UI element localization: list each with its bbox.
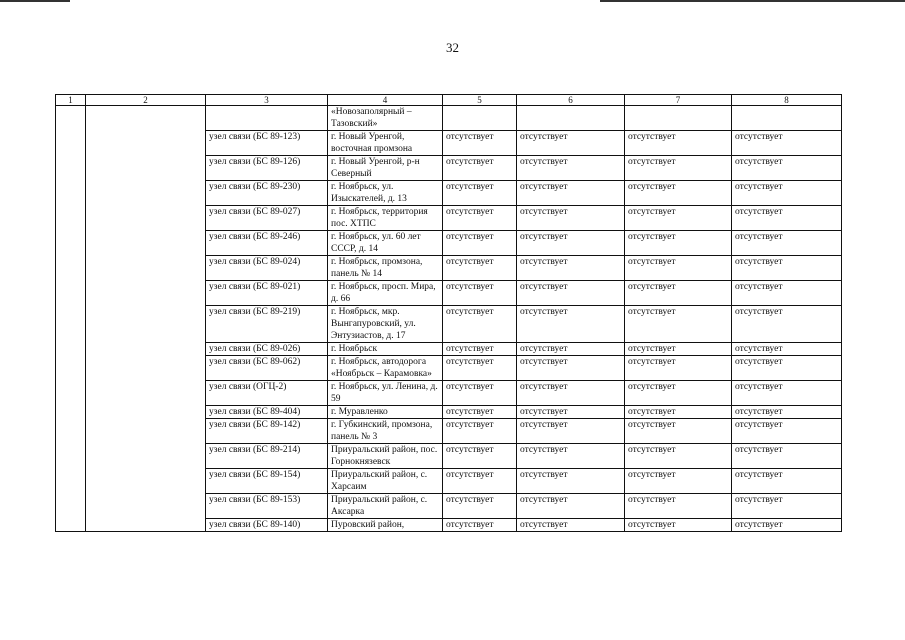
table-cell-col-5 (443, 106, 517, 131)
table-cell-location: г. Губкинский, промзона, панель № 3 (328, 419, 443, 444)
table-cell-location: г. Новый Уренгой, р-н Северный (328, 156, 443, 181)
table-cell-col-5: отсутствует (443, 406, 517, 419)
table-cell-node: узел связи (БС 89-123) (206, 131, 328, 156)
table-cell-col-6: отсутствует (517, 469, 625, 494)
column-header-6: 6 (517, 95, 625, 106)
table-cell-col-7 (625, 106, 732, 131)
table-row-continuation (56, 106, 842, 131)
table-cell-col-8: отсутствует (732, 519, 842, 532)
table-cell-col-5: отсутствует (443, 444, 517, 469)
merged-cell-col-2 (86, 106, 206, 532)
page-number: 32 (446, 40, 459, 55)
table-cell-location: Пуровский район, (328, 519, 443, 532)
table-cell-col-6: отсутствует (517, 419, 625, 444)
table-cell-node: узел связи (БС 89-219) (206, 306, 328, 343)
table-header-row (56, 95, 842, 106)
column-header-3: 3 (206, 95, 328, 106)
table-cell-location: г. Ноябрьск (328, 343, 443, 356)
table-cell-col-8: отсутствует (732, 343, 842, 356)
table-cell-col-8: отсутствует (732, 419, 842, 444)
column-header-8: 8 (732, 95, 842, 106)
table-cell-col-7: отсутствует (625, 444, 732, 469)
table-cell-location: г. Муравленко (328, 406, 443, 419)
table-cell-col-6: отсутствует (517, 519, 625, 532)
table-cell-col-7: отсутствует (625, 256, 732, 281)
table-cell-col-8: отсутствует (732, 381, 842, 406)
table-cell-col-8: отсутствует (732, 469, 842, 494)
table-cell-col-5: отсутствует (443, 343, 517, 356)
table-cell-node: узел связи (БС 89-140) (206, 519, 328, 532)
column-header-4: 4 (328, 95, 443, 106)
table-cell-location: г. Ноябрьск, мкр. Вынгапуровский, ул. Энтузиастов, д. 17 (328, 306, 443, 343)
table-cell-col-6 (517, 106, 625, 131)
table-cell-col-8 (732, 106, 842, 131)
table-cell-col-7: отсутствует (625, 381, 732, 406)
table-cell-col-6: отсутствует (517, 306, 625, 343)
table-cell-node: узел связи (БС 89-062) (206, 356, 328, 381)
table-cell-col-6: отсутствует (517, 406, 625, 419)
table-cell-col-7: отсутствует (625, 131, 732, 156)
table-cell-col-7: отсутствует (625, 231, 732, 256)
table-cell-node: узел связи (БС 89-026) (206, 343, 328, 356)
table-cell-col-5: отсутствует (443, 381, 517, 406)
table-cell-col-8: отсутствует (732, 206, 842, 231)
table-cell-col-5: отсутствует (443, 181, 517, 206)
table-cell-col-8: отсутствует (732, 494, 842, 519)
table-cell-location: Приуральский район, с. Аксарка (328, 494, 443, 519)
table-cell-col-8: отсутствует (732, 181, 842, 206)
table-cell-location: г. Ноябрьск, ул. 60 лет СССР, д. 14 (328, 231, 443, 256)
table-cell-col-6: отсутствует (517, 343, 625, 356)
table-cell-node: узел связи (БС 89-214) (206, 444, 328, 469)
table-cell-col-7: отсутствует (625, 469, 732, 494)
table-cell-node: узел связи (БС 89-246) (206, 231, 328, 256)
table-cell-col-6: отсутствует (517, 444, 625, 469)
table-cell-col-6: отсутствует (517, 494, 625, 519)
table-cell-col-5: отсутствует (443, 131, 517, 156)
table-cell-location: Приуральский район, пос. Горнокнязевск (328, 444, 443, 469)
table-cell-col-5: отсутствует (443, 356, 517, 381)
table-cell-col-5: отсутствует (443, 156, 517, 181)
table-cell-node: узел связи (ОГЦ-2) (206, 381, 328, 406)
column-header-2: 2 (86, 95, 206, 106)
table-cell-col-7: отсутствует (625, 281, 732, 306)
table-cell-col-5: отсутствует (443, 469, 517, 494)
table-cell-col-5: отсутствует (443, 206, 517, 231)
table-cell-col-8: отсутствует (732, 356, 842, 381)
table-cell-col-8: отсутствует (732, 281, 842, 306)
table-cell-col-7: отсутствует (625, 306, 732, 343)
table-cell-col-5: отсутствует (443, 281, 517, 306)
table-cell-col-6: отсутствует (517, 231, 625, 256)
table-body (56, 106, 842, 532)
table-cell-location: г. Новый Уренгой, восточная промзона (328, 131, 443, 156)
table-cell-node: узел связи (БС 89-142) (206, 419, 328, 444)
table-cell-col-6: отсутствует (517, 356, 625, 381)
table-cell-col-7: отсутствует (625, 494, 732, 519)
table-cell-col-5: отсутствует (443, 494, 517, 519)
table-cell-col-6: отсутствует (517, 156, 625, 181)
table-cell-col-5: отсутствует (443, 231, 517, 256)
merged-cell-col-1 (56, 106, 86, 532)
table-cell-col-5: отсутствует (443, 419, 517, 444)
table-cell-col-7: отсутствует (625, 206, 732, 231)
table-cell-location: «Новозаполярный – Тазовский» (328, 106, 443, 131)
communication-nodes-table (55, 94, 842, 532)
table-cell-col-7: отсутствует (625, 156, 732, 181)
table-cell-node: узел связи (БС 89-021) (206, 281, 328, 306)
table-cell-col-6: отсутствует (517, 281, 625, 306)
table-cell-col-7: отсутствует (625, 343, 732, 356)
table-cell-node: узел связи (БС 89-024) (206, 256, 328, 281)
column-header-1: 1 (56, 95, 86, 106)
table-cell-col-5: отсутствует (443, 256, 517, 281)
scan-edge-line-right (600, 0, 905, 2)
table-cell-col-8: отсутствует (732, 306, 842, 343)
table-cell-col-8: отсутствует (732, 131, 842, 156)
table-cell-col-8: отсутствует (732, 444, 842, 469)
table-cell-col-8: отсутствует (732, 156, 842, 181)
table-cell-col-6: отсутствует (517, 131, 625, 156)
table-cell-node: узел связи (БС 89-404) (206, 406, 328, 419)
table-cell-node: узел связи (БС 89-153) (206, 494, 328, 519)
table-cell-col-7: отсутствует (625, 519, 732, 532)
table-cell-node: узел связи (БС 89-027) (206, 206, 328, 231)
table-cell-col-8: отсутствует (732, 256, 842, 281)
table-cell-location: г. Ноябрьск, территория пос. ХТПС (328, 206, 443, 231)
table-cell-col-7: отсутствует (625, 406, 732, 419)
table-cell-col-5: отсутствует (443, 306, 517, 343)
table-cell-location: г. Ноябрьск, промзона, панель № 14 (328, 256, 443, 281)
table-cell-col-7: отсутствует (625, 181, 732, 206)
table-cell-col-5: отсутствует (443, 519, 517, 532)
table-cell-col-6: отсутствует (517, 256, 625, 281)
table-cell-location: Приуральский район, с. Харсаим (328, 469, 443, 494)
table-cell-col-6: отсутствует (517, 181, 625, 206)
table-cell-location: г. Ноябрьск, автодорога «Ноябрьск – Карамовка» (328, 356, 443, 381)
table-cell-node: узел связи (БС 89-230) (206, 181, 328, 206)
table-cell-col-7: отсутствует (625, 356, 732, 381)
scan-edge-line-left (0, 0, 70, 2)
table-cell-col-7: отсутствует (625, 419, 732, 444)
table-cell-col-6: отсутствует (517, 381, 625, 406)
column-header-7: 7 (625, 95, 732, 106)
table-cell-col-8: отсутствует (732, 406, 842, 419)
table-cell-location: г. Ноябрьск, просп. Мира, д. 66 (328, 281, 443, 306)
column-header-5: 5 (443, 95, 517, 106)
table-cell-location: г. Ноябрьск, ул. Ленина, д. 59 (328, 381, 443, 406)
table-cell-node: узел связи (БС 89-126) (206, 156, 328, 181)
table-cell-col-8: отсутствует (732, 231, 842, 256)
table-cell-node: узел связи (БС 89-154) (206, 469, 328, 494)
table-cell-node (206, 106, 328, 131)
table-cell-col-6: отсутствует (517, 206, 625, 231)
table-cell-location: г. Ноябрьск, ул. Изыскателей, д. 13 (328, 181, 443, 206)
